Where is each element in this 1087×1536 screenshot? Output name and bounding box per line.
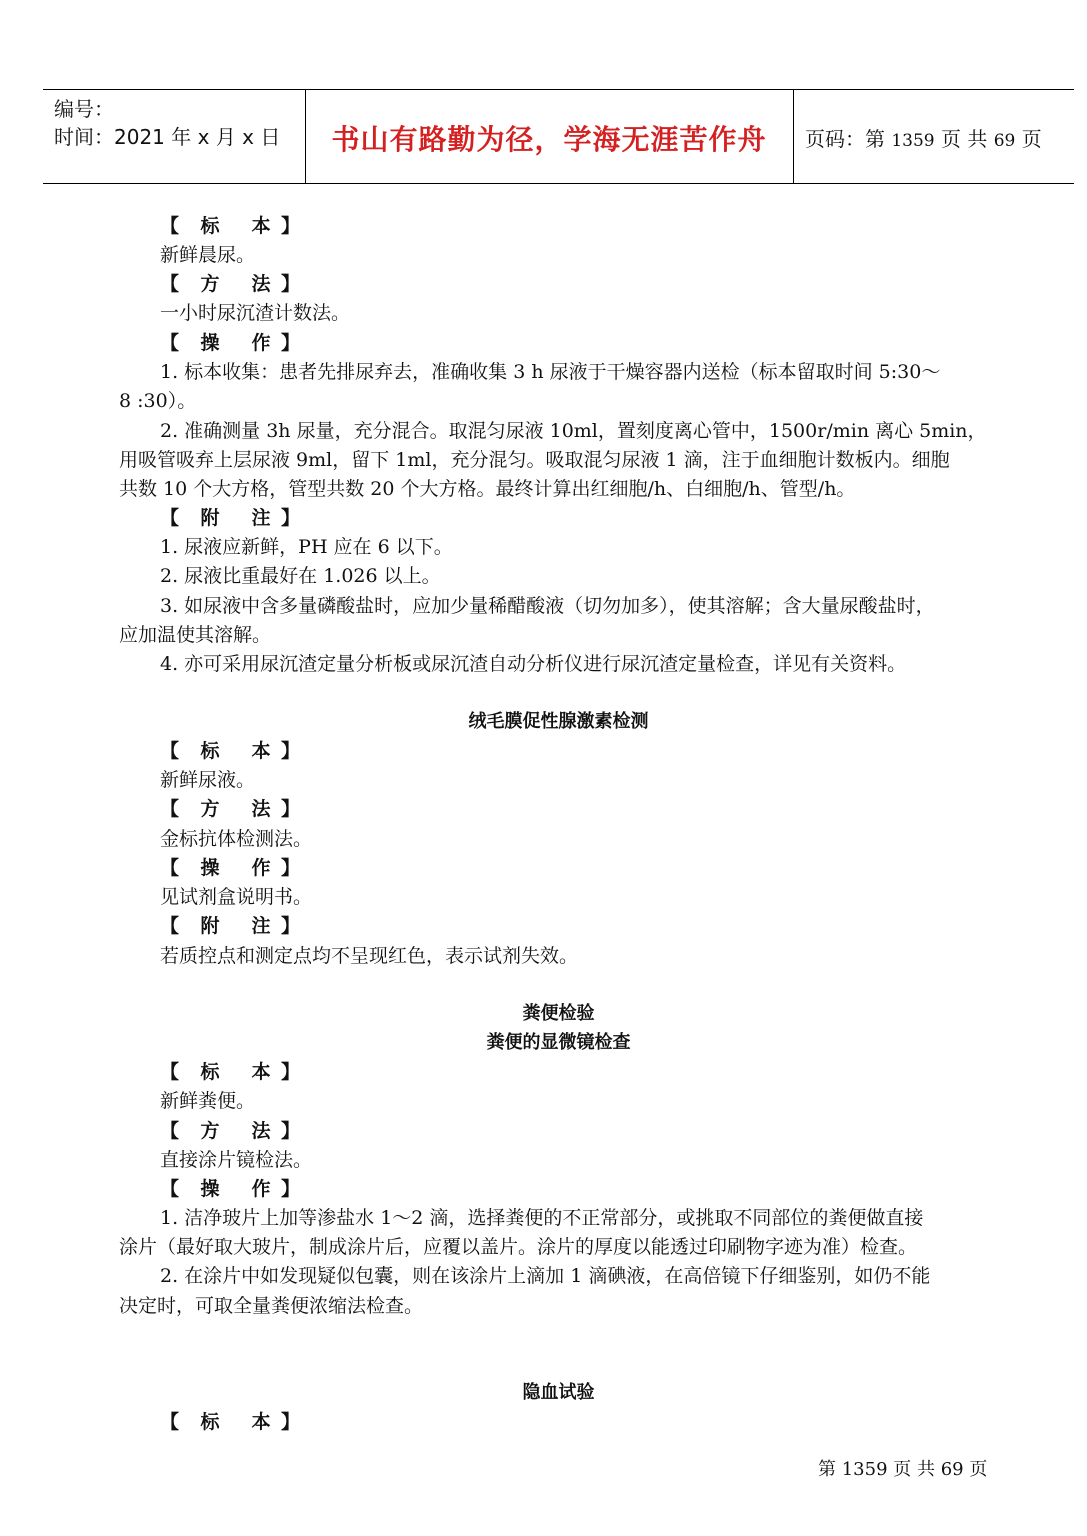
page-header bbox=[43, 89, 1074, 184]
sec1-op2-line1: 2. 准确测量 3h 尿量，充分混合。取混匀尿液 10ml，置刻度离心管中，1500r/min 离心 5min， bbox=[160, 420, 987, 442]
label-method: 【 方 法 】 bbox=[160, 798, 301, 820]
sec1-op2-line3: 共数 10 个大方格，管型共数 20 个大方格。最终计算出红细胞/h、白细胞/h、管型/h。 bbox=[119, 478, 856, 500]
label-specimen: 【 标 本 】 bbox=[160, 740, 301, 762]
label-specimen: 【 标 本 】 bbox=[160, 1061, 301, 1083]
label-note: 【 附 注 】 bbox=[160, 507, 301, 529]
header-motto-cell bbox=[305, 90, 794, 183]
sec1-op2-line2: 用吸管吸弃上层尿液 9ml，留下 1ml，充分混匀。吸取混匀尿液 1 滴，注于血细胞计数板内。细胞 bbox=[119, 449, 950, 471]
label-operation: 【 操 作 】 bbox=[160, 857, 301, 879]
sec1-specimen: 新鲜晨尿。 bbox=[160, 244, 256, 266]
page-footer: 第 1359 页 共 69 页 bbox=[818, 1459, 988, 1480]
sec1-note2: 2. 尿液比重最好在 1.026 以上。 bbox=[160, 565, 441, 587]
label-method: 【 方 法 】 bbox=[160, 273, 301, 295]
section-title-occult-blood: 隐血试验 bbox=[522, 1382, 595, 1403]
sec2-operation: 见试剂盒说明书。 bbox=[160, 886, 313, 908]
page-label: 页码：第 bbox=[805, 127, 885, 151]
sec1-note1: 1. 尿液应新鲜，PH 应在 6 以下。 bbox=[160, 536, 453, 558]
sec3-op2-line1: 2. 在涂片中如发现疑似包囊，则在该涂片上滴加 1 滴碘液，在高倍镜下仔细鉴别，如仍不能 bbox=[160, 1265, 931, 1287]
sec2-note: 若质控点和测定点均不呈现红色，表示试剂失效。 bbox=[160, 945, 579, 967]
label-specimen: 【 标 本 】 bbox=[160, 1411, 301, 1433]
sec1-note3-line2: 应加温使其溶解。 bbox=[119, 624, 272, 646]
page-number: 1359 bbox=[891, 131, 935, 151]
label-method: 【 方 法 】 bbox=[160, 1120, 301, 1142]
sec1-op1-line2: 8 :30）。 bbox=[119, 390, 197, 412]
sec2-specimen: 新鲜尿液。 bbox=[160, 769, 256, 791]
sec1-note3-line1: 3. 如尿液中含多量磷酸盐时，应加少量稀醋酸液（切勿加多），使其溶解；含大量尿酸盐时， bbox=[160, 595, 935, 617]
sec3-method: 直接涂片镜检法。 bbox=[160, 1149, 313, 1171]
sec3-op2-line2: 决定时，可取全量粪便浓缩法检查。 bbox=[119, 1295, 424, 1317]
label-specimen: 【 标 本 】 bbox=[160, 215, 301, 237]
label-operation: 【 操 作 】 bbox=[160, 1178, 301, 1200]
label-note: 【 附 注 】 bbox=[160, 915, 301, 937]
sec1-note4: 4. 亦可采用尿沉渣定量分析板或尿沉渣自动分析仪进行尿沉渣定量检查，详见有关资料。 bbox=[160, 653, 907, 675]
header-page-info bbox=[805, 123, 1042, 152]
label-operation: 【 操 作 】 bbox=[160, 332, 301, 354]
section-title-stool: 粪便检验 bbox=[522, 1003, 595, 1024]
page-end: 页 bbox=[1021, 127, 1042, 151]
page-total: 69 bbox=[993, 131, 1016, 151]
document-time-label: 时间：2021 年 x 月 x 日 bbox=[54, 125, 281, 149]
document-number-label: 编号： bbox=[54, 97, 114, 121]
header-meta-cell bbox=[43, 90, 306, 183]
section-subtitle-microscopy: 粪便的显微镜检查 bbox=[486, 1032, 631, 1053]
sec3-op1-line1: 1. 洁净玻片上加等渗盐水 1～2 滴，选择粪便的不正常部分，或挑取不同部位的粪便做直接 bbox=[160, 1207, 924, 1229]
section-title-hcg: 绒毛膜促性腺激素检测 bbox=[468, 711, 649, 732]
sec1-method: 一小时尿沉渣计数法。 bbox=[160, 302, 351, 324]
sec3-specimen: 新鲜粪便。 bbox=[160, 1090, 256, 1112]
header-motto: 书山有路勤为径，学海无涯苦作舟 bbox=[331, 123, 767, 156]
page-mid: 页 共 bbox=[940, 127, 988, 151]
sec2-method: 金标抗体检测法。 bbox=[160, 828, 313, 850]
sec1-op1-line1: 1. 标本收集：患者先排尿弃去，准确收集 3 h 尿液于干燥容器内送检（标本留取时间 5:30～ bbox=[160, 361, 941, 383]
header-page-cell bbox=[793, 90, 1074, 183]
sec3-op1-line2: 涂片（最好取大玻片，制成涂片后，应覆以盖片。涂片的厚度以能透过印刷物字迹为准）检查。 bbox=[119, 1236, 918, 1258]
